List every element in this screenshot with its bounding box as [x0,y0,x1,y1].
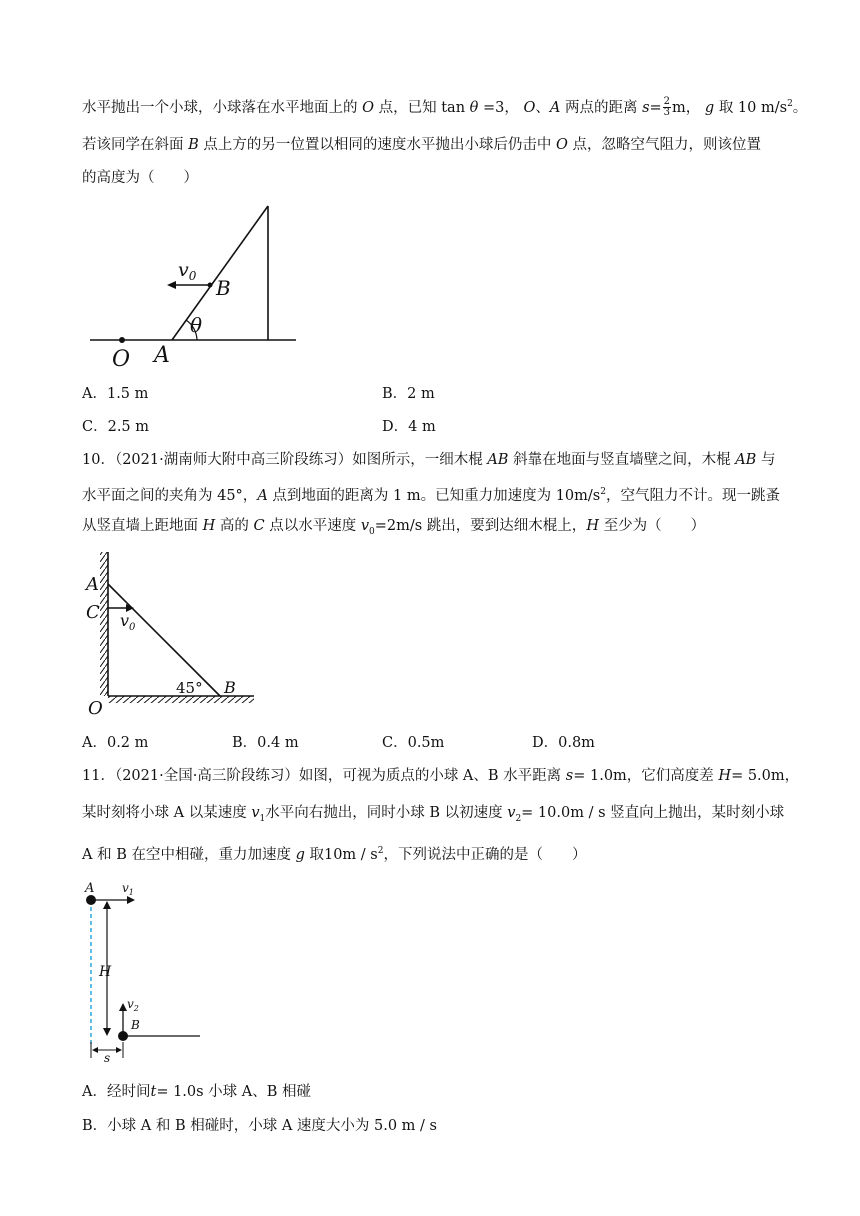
o-label: O [112,347,131,372]
c-label: C [86,602,100,623]
q10-wall-stick-figure [80,548,270,718]
arrow-head-icon [92,1047,98,1053]
ball-a [86,895,96,905]
q10-option-d: D．0.8m [532,735,595,751]
b-label: B [131,1018,140,1032]
q9-line-2: 若该同学在斜面 B 点上方的另一位置以相同的速度水平抛出小球后仍击中 O 点，忽略空气阻力，则该位置 [82,137,761,153]
q11-line-1: 11．（2021·全国·高三阶段练习）如图，可视为质点的小球 A、B 水平距离 s= 1.0m，它们高度差 H= 5.0m， [82,768,800,784]
arrow-head-up-icon [103,901,111,909]
a-label: A [154,343,170,368]
point-o [119,337,125,343]
q10-line-1: 10．（2021·湖南师大附中高三阶段练习）如图所示，一细木棍 AB 斜靠在地面与竖直墙壁之间，木棍 AB 与 [82,452,776,468]
arrow-head-icon [119,1003,127,1011]
theta-label: θ [190,313,203,337]
arrow-head-icon [167,281,176,289]
b-label: B [224,678,236,697]
arrow-head-down-icon [103,1028,111,1036]
q10-option-a: A．0.2 m [82,735,149,751]
a-label: A [86,574,99,595]
v0-label: $v_0$ [178,259,197,283]
q9-line-3: 的高度为（ ） [82,170,198,186]
h-label: H [99,964,112,980]
q9-option-d: D．4 m [382,419,436,435]
q10-line-2: 水平面之间的夹角为 45°，A 点到地面的距离为 1 m。已知重力加速度为 $10m/s^2$，空气阻力不计。现一跳蚤 [82,487,780,504]
q11-two-balls-figure [80,876,210,1065]
q9-option-a: A．1.5 m [82,386,149,402]
stick-ab [108,584,220,696]
fraction-two-thirds: $\frac{2}{3}$ [663,96,671,119]
q9-option-b: B．2 m [382,386,435,402]
b-label: B [216,276,231,300]
q10-option-c: C．0.5m [382,735,445,751]
q11-option-a: A．经时间t= 1.0s 小球 A、B 相碰 [82,1084,312,1100]
q11-line-2: 某时刻将小球 A 以某速度 $v_1$水平向右抛出，同时小球 B 以初速度 $v_2= 10.0m / s$ 竖直向上抛出，某时刻小球 [82,805,785,824]
s-label: s [104,1051,111,1065]
arrow-head-icon [116,1047,122,1053]
o-label: O [88,698,103,719]
q9-option-c: C．2.5 m [82,419,150,435]
wall-hatching [100,552,108,696]
v2-label: $v_2$ [127,997,139,1013]
ground-hatching [108,696,254,703]
q10-option-b: B．0.4 m [232,735,299,751]
q11-option-b: B．小球 A 和 B 相碰时，小球 A 速度大小为 5.0 m / s [82,1118,437,1134]
q10-line-3: 从竖直墙上距地面 H 高的 C 点以水平速度 $v_0=2m/s$ 跳出，要到达细木棍上，H 至少为（ ） [82,518,706,537]
ball-b [118,1031,128,1041]
a-label: A [85,881,95,896]
v0-label: $v_0$ [120,611,136,633]
q9-incline-figure [80,196,320,376]
arrow-head-icon [127,896,135,904]
v1-label: $v_1$ [122,881,134,897]
q9-line-1: 水平抛出一个小球，小球落在水平地面上的 O 点，已知 tan θ =3， O、A 两点的距离 s= $\frac{2}{3}$ m， g 取 10 $m/s^2$。 [82,96,808,119]
q11-line-3: A 和 B 在空中相碰，重力加速度 g 取$10m / s^2$，下列说法中正确的是（ ） [82,846,587,863]
angle-label: 45° [176,679,203,697]
